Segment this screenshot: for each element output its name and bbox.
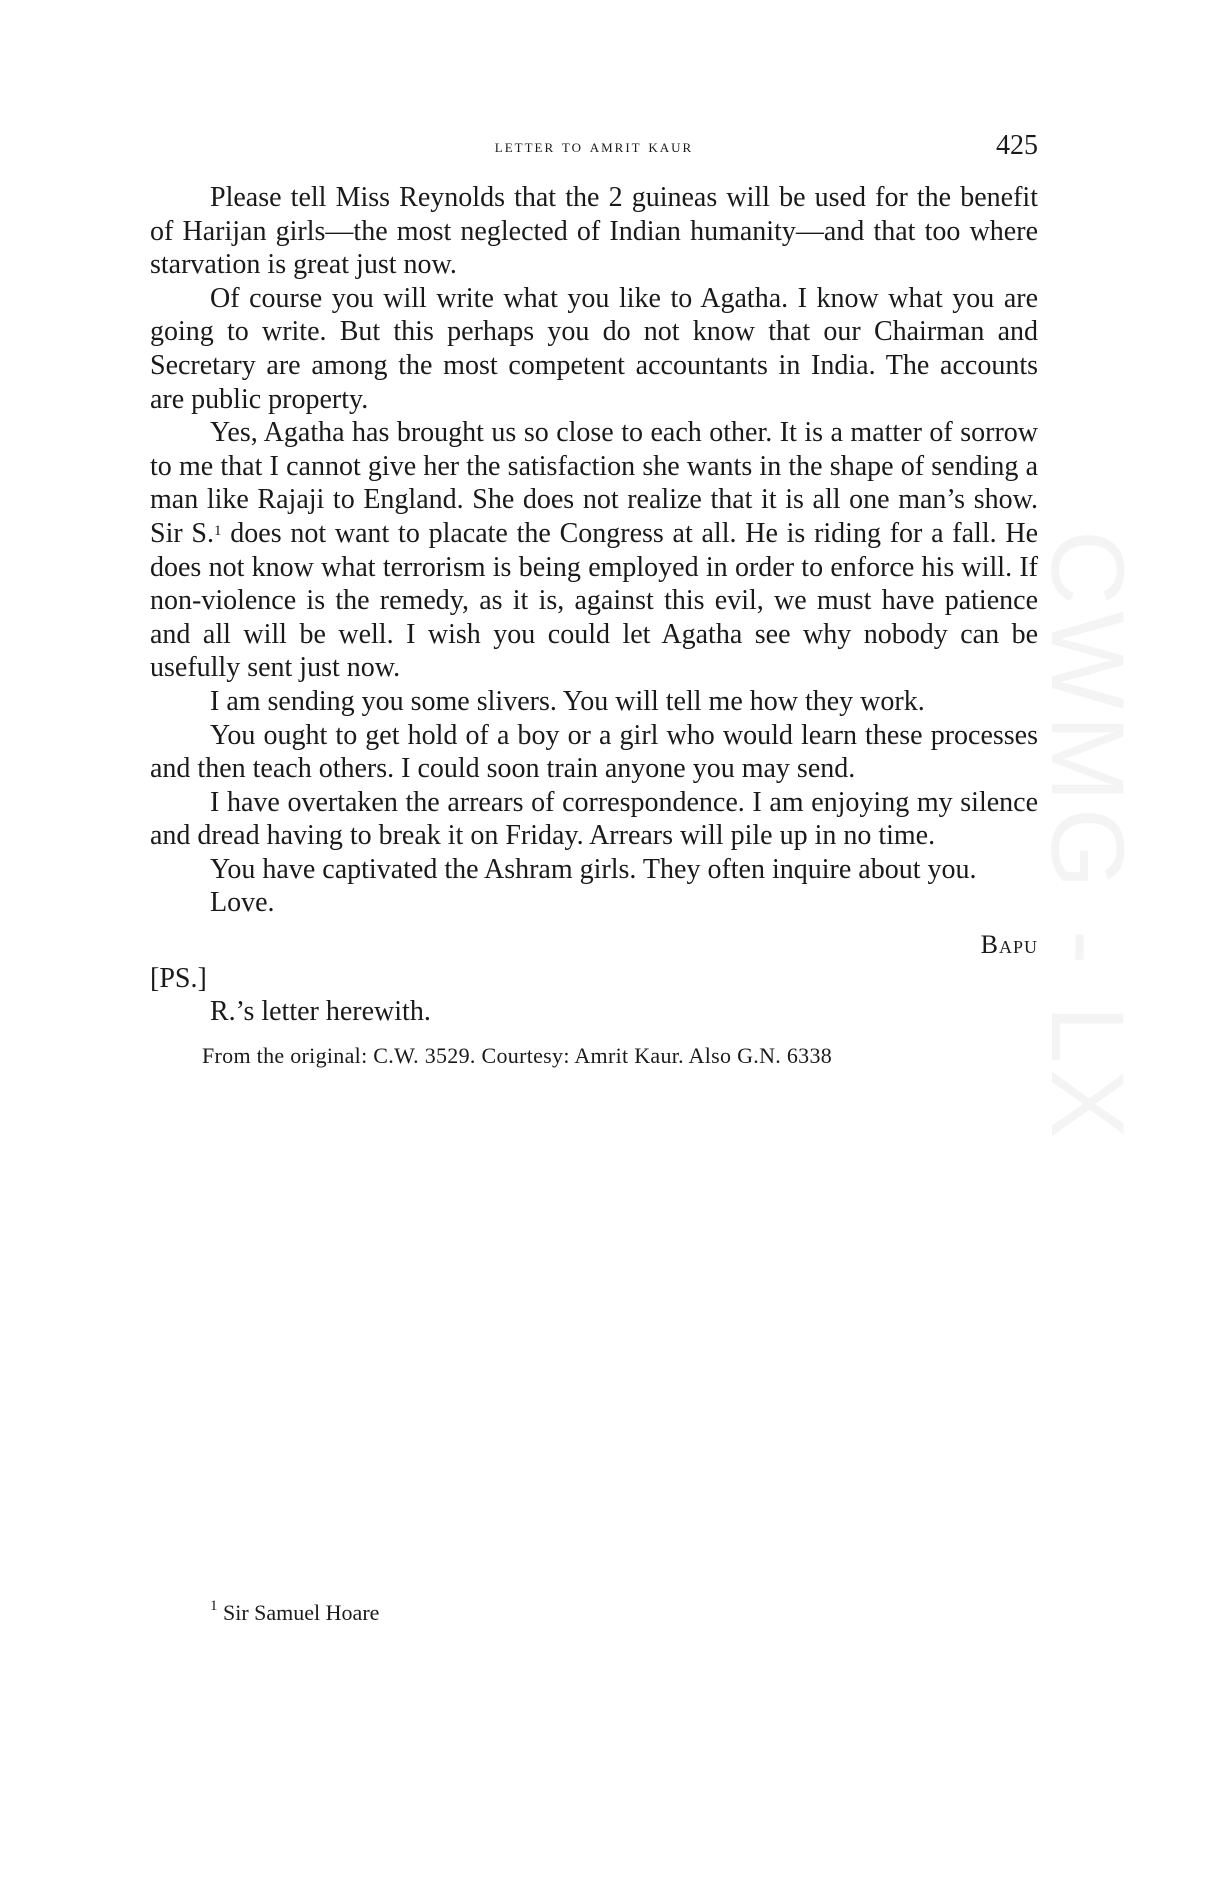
paragraph: I have overtaken the arrears of correspondence. I am enjoying my silence and dread having to break it on Friday. Arrears will pile up in no time.: [150, 786, 1038, 852]
closing: Love.: [210, 887, 275, 919]
footnote: [210, 1600, 379, 1626]
page-number: 425: [996, 130, 1038, 161]
source-citation: From the original: C.W. 3529. Courtesy: Amrit Kaur. Also G.N. 6338: [202, 1042, 833, 1068]
running-head: [150, 130, 1038, 170]
footnote-marker: 1: [214, 522, 222, 539]
letter-body: [150, 181, 1038, 1072]
running-title: letter to amrit kaur: [494, 136, 694, 157]
ps-label: [PS.]: [150, 962, 207, 994]
footnote-text: Sir Samuel Hoare: [223, 1600, 380, 1625]
paragraph: Please tell Miss Reynolds that the 2 guineas will be used for the benefit of Harijan girls—the most neglected of Indian humanity—and that too where starvation is great just now.: [150, 182, 1038, 281]
paragraph: Of course you will write what you like to Agatha. I know what you are going to write. But this perhaps you do not know that our Chairman and Secretary are among the most competent accountants in India. The accounts are public property.: [150, 282, 1038, 415]
signature: Bapu: [980, 930, 1038, 960]
document-page: [150, 0, 1038, 1890]
paragraph-text: Yes, Agatha has brought us so close to each other. It is a matter of sorrow to me that I cannot give her the satisfaction she wants in the shape of sending a man like Rajaji to England. She does not realize that it is all one man’s show. Sir S.: [150, 417, 1038, 549]
watermark-text: [1032, 530, 1142, 1144]
paragraph: You have captivated the Ashram girls. They often inquire about you.: [210, 853, 977, 885]
watermark: [1032, 530, 1142, 1350]
ps-text: R.’s letter herewith.: [210, 996, 431, 1028]
paragraph-text: does not want to placate the Congress at all. He is riding for a fall. He does not know what terrorism is being employed in order to enforce his will. If non-violence is the remedy, as it is, against this evil, we must have patience and all will be well. I wish you could let Agatha see why nobody can be usefully sent just now.: [150, 517, 1039, 684]
footnote-number: 1: [210, 1598, 218, 1614]
paragraph: I am sending you some slivers. You will tell me how they work.: [210, 685, 925, 717]
paragraph-with-footnote: [150, 416, 1038, 685]
paragraph: You ought to get hold of a boy or a girl who would learn these processes and then teach others. I could soon train anyone you may send.: [150, 719, 1038, 785]
